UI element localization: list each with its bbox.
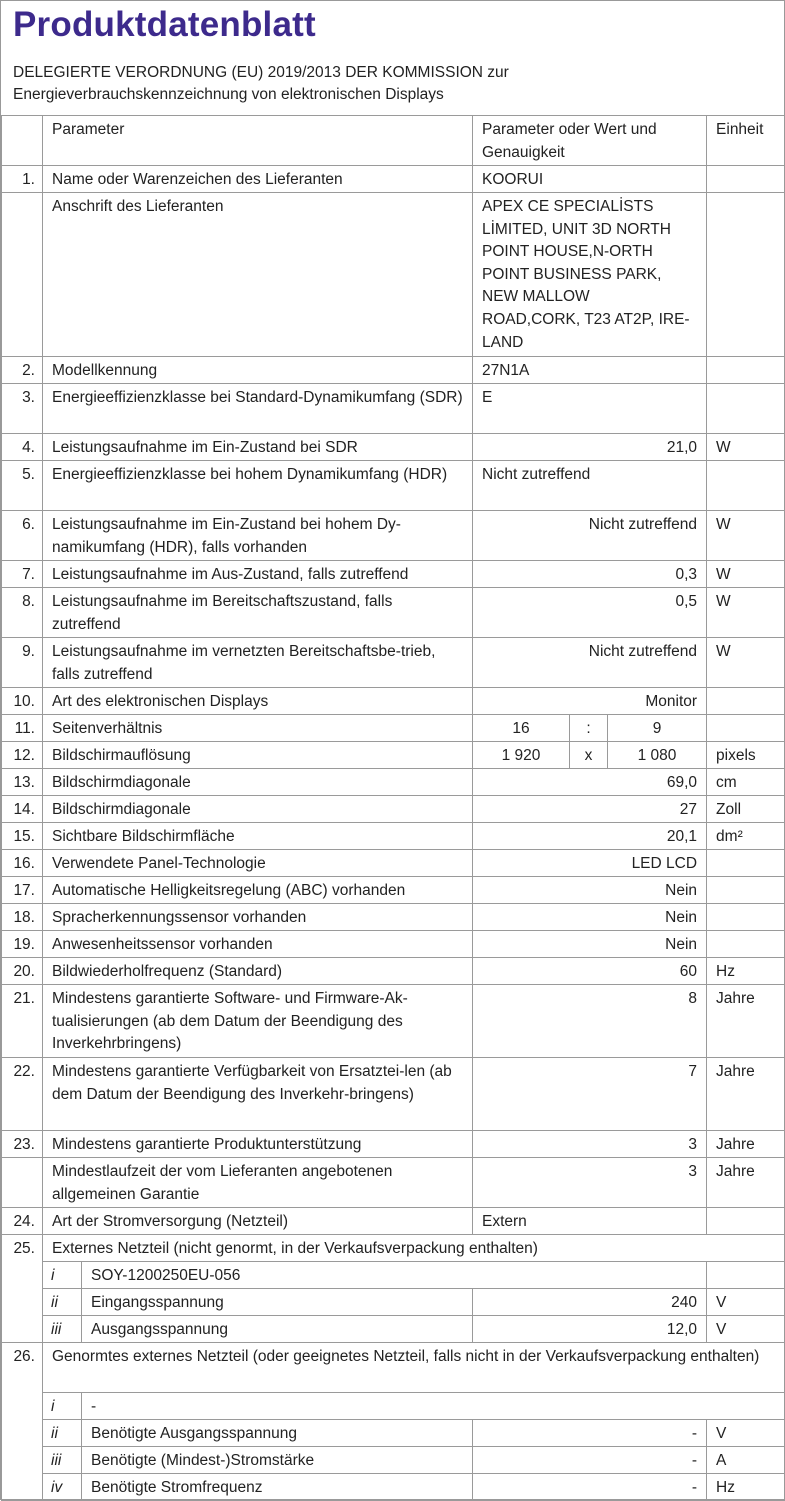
aspect-height-value: 9 bbox=[608, 715, 707, 742]
subrow-index: i bbox=[43, 1393, 82, 1420]
row-unit: W bbox=[707, 588, 785, 638]
row-number: 20. bbox=[2, 958, 43, 985]
subrow-value: - bbox=[473, 1474, 707, 1501]
row-unit: A bbox=[707, 1447, 785, 1474]
row-value: Nein bbox=[473, 931, 707, 958]
row-number bbox=[2, 1393, 43, 1420]
row-number: 18. bbox=[2, 904, 43, 931]
row-value: 69,0 bbox=[473, 769, 707, 796]
row-number: 14. bbox=[2, 796, 43, 823]
table-subrow bbox=[2, 1420, 785, 1447]
row-value: 8 bbox=[473, 985, 707, 1058]
header-parameter: Parameter bbox=[43, 116, 473, 166]
row-unit bbox=[707, 1262, 785, 1289]
row-unit: pixels bbox=[707, 742, 785, 769]
row-unit: V bbox=[707, 1289, 785, 1316]
subrow-label: Ausgangsspannung bbox=[82, 1316, 473, 1343]
subrow-index: i bbox=[43, 1262, 82, 1289]
row-number: 4. bbox=[2, 434, 43, 461]
subrow-index: iv bbox=[43, 1474, 82, 1501]
subrow-label: Eingangsspannung bbox=[82, 1289, 473, 1316]
table-subrow bbox=[2, 1289, 785, 1316]
row-label: Spracherkennungssensor vorhanden bbox=[43, 904, 473, 931]
row-unit: W bbox=[707, 561, 785, 588]
subrow-value: - bbox=[473, 1447, 707, 1474]
table-row bbox=[2, 461, 785, 511]
row-value: 21,0 bbox=[473, 434, 707, 461]
table-row bbox=[2, 1343, 785, 1393]
row-unit: Jahre bbox=[707, 1058, 785, 1131]
table-row bbox=[2, 1158, 785, 1208]
table-subrow bbox=[2, 1474, 785, 1501]
row-value: 7 bbox=[473, 1058, 707, 1131]
subrow-label: SOY-1200250EU-056 bbox=[82, 1262, 707, 1289]
row-unit bbox=[707, 357, 785, 384]
row-number bbox=[2, 193, 43, 357]
row-number: 15. bbox=[2, 823, 43, 850]
row-unit: V bbox=[707, 1420, 785, 1447]
row-number bbox=[2, 1316, 43, 1343]
row-label: Bildwiederholfrequenz (Standard) bbox=[43, 958, 473, 985]
row-unit: W bbox=[707, 638, 785, 688]
row-value: Nicht zutreffend bbox=[473, 461, 707, 511]
row-label: Bildschirmauflösung bbox=[43, 742, 473, 769]
row-number: 2. bbox=[2, 357, 43, 384]
table-row bbox=[2, 588, 785, 638]
row-label: Name oder Warenzeichen des Lieferanten bbox=[43, 166, 473, 193]
table-row bbox=[2, 688, 785, 715]
table-row bbox=[2, 193, 785, 357]
row-label: Sichtbare Bildschirmfläche bbox=[43, 823, 473, 850]
subtitle-line-2: Energieverbrauchskennzeichnung von elektronischen Displays bbox=[13, 84, 509, 106]
row-unit bbox=[707, 877, 785, 904]
row-label: Externes Netzteil (nicht genormt, in der Verkaufsverpackung enthalten) bbox=[43, 1235, 785, 1262]
table-row bbox=[2, 511, 785, 561]
row-number: 25. bbox=[2, 1235, 43, 1262]
row-unit: cm bbox=[707, 769, 785, 796]
row-label: Mindestlaufzeit der vom Lieferanten angebotenen allgemeinen Garantie bbox=[43, 1158, 473, 1208]
row-value: 0,5 bbox=[473, 588, 707, 638]
row-number bbox=[2, 1289, 43, 1316]
row-value: Nicht zutreffend bbox=[473, 511, 707, 561]
row-number: 10. bbox=[2, 688, 43, 715]
row-value: Nein bbox=[473, 904, 707, 931]
table-row bbox=[2, 1208, 785, 1235]
row-unit bbox=[707, 688, 785, 715]
table-row bbox=[2, 638, 785, 688]
row-number: 19. bbox=[2, 931, 43, 958]
row-label: Energieeffizienzklasse bei hohem Dynamikumfang (HDR) bbox=[43, 461, 473, 511]
row-label: Mindestens garantierte Verfügbarkeit von Ersatztei-len (ab dem Datum der Beendigung des Inverkehr-bringens) bbox=[43, 1058, 473, 1131]
table-row bbox=[2, 931, 785, 958]
row-unit bbox=[707, 850, 785, 877]
row-value: Extern bbox=[473, 1208, 707, 1235]
row-number bbox=[2, 1158, 43, 1208]
subrow-value: - bbox=[473, 1420, 707, 1447]
header-value: Parameter oder Wert und Genauigkeit bbox=[473, 116, 707, 166]
row-number: 21. bbox=[2, 985, 43, 1058]
row-number: 23. bbox=[2, 1131, 43, 1158]
row-number bbox=[2, 1447, 43, 1474]
subrow-value: 240 bbox=[473, 1289, 707, 1316]
aspect-separator: : bbox=[570, 715, 608, 742]
row-value: E bbox=[473, 384, 707, 434]
row-number bbox=[2, 1262, 43, 1289]
row-label: Leistungsaufnahme im vernetzten Bereitschaftsbe-trieb, falls zutreffend bbox=[43, 638, 473, 688]
row-label: Automatische Helligkeitsregelung (ABC) vorhanden bbox=[43, 877, 473, 904]
row-value: LED LCD bbox=[473, 850, 707, 877]
row-label: Energieeffizienzklasse bei Standard-Dynamikumfang (SDR) bbox=[43, 384, 473, 434]
table-row bbox=[2, 561, 785, 588]
aspect-width-value: 16 bbox=[473, 715, 570, 742]
row-label: Art der Stromversorgung (Netzteil) bbox=[43, 1208, 473, 1235]
row-unit: Zoll bbox=[707, 796, 785, 823]
row-unit: Jahre bbox=[707, 985, 785, 1058]
row-unit: W bbox=[707, 511, 785, 561]
table-row bbox=[2, 1131, 785, 1158]
table-row bbox=[2, 357, 785, 384]
subrow-index: iii bbox=[43, 1316, 82, 1343]
regulation-subtitle bbox=[13, 62, 509, 106]
table-row bbox=[2, 823, 785, 850]
row-number: 3. bbox=[2, 384, 43, 434]
row-number: 16. bbox=[2, 850, 43, 877]
row-number: 8. bbox=[2, 588, 43, 638]
row-value: 0,3 bbox=[473, 561, 707, 588]
row-unit: Jahre bbox=[707, 1158, 785, 1208]
row-label: Anschrift des Lieferanten bbox=[43, 193, 473, 357]
row-value: 60 bbox=[473, 958, 707, 985]
row-unit bbox=[707, 193, 785, 357]
row-value: 27N1A bbox=[473, 357, 707, 384]
row-label: Leistungsaufnahme im Aus-Zustand, falls zutreffend bbox=[43, 561, 473, 588]
row-unit bbox=[707, 1208, 785, 1235]
row-value: 20,1 bbox=[473, 823, 707, 850]
subrow-index: ii bbox=[43, 1420, 82, 1447]
row-value: Nicht zutreffend bbox=[473, 638, 707, 688]
subrow-label: Benötigte Ausgangsspannung bbox=[82, 1420, 473, 1447]
row-unit bbox=[707, 931, 785, 958]
row-label: Leistungsaufnahme im Ein-Zustand bei SDR bbox=[43, 434, 473, 461]
row-label: Bildschirmdiagonale bbox=[43, 769, 473, 796]
table-row bbox=[2, 742, 785, 769]
row-label: Mindestens garantierte Software- und Firmware-Ak-tualisierungen (ab dem Datum der Beendigung des Inverkehrbringens) bbox=[43, 985, 473, 1058]
row-number: 24. bbox=[2, 1208, 43, 1235]
row-label: Modellkennung bbox=[43, 357, 473, 384]
row-unit: Jahre bbox=[707, 1131, 785, 1158]
row-unit bbox=[707, 461, 785, 511]
row-unit bbox=[707, 715, 785, 742]
table-row bbox=[2, 904, 785, 931]
table-row bbox=[2, 384, 785, 434]
row-number: 6. bbox=[2, 511, 43, 561]
table-row bbox=[2, 166, 785, 193]
row-label: Anwesenheitssensor vorhanden bbox=[43, 931, 473, 958]
row-label: Art des elektronischen Displays bbox=[43, 688, 473, 715]
row-value: APEX CE SPECIALİSTS LİMITED, UNIT 3D NORTH POINT HOUSE,N-ORTH POINT BUSINESS PARK, NEW MALLOW ROAD,CORK, T23 AT2P, IRE-LAND bbox=[473, 193, 707, 357]
resolution-width-value: 1 920 bbox=[473, 742, 570, 769]
row-number bbox=[2, 1420, 43, 1447]
resolution-height-value: 1 080 bbox=[608, 742, 707, 769]
row-unit bbox=[707, 166, 785, 193]
row-value: Nein bbox=[473, 877, 707, 904]
row-number bbox=[2, 1474, 43, 1501]
row-label: Verwendete Panel-Technologie bbox=[43, 850, 473, 877]
row-label: Leistungsaufnahme im Ein-Zustand bei hohem Dy-namikumfang (HDR), falls vorhanden bbox=[43, 511, 473, 561]
table-row bbox=[2, 715, 785, 742]
row-unit: dm² bbox=[707, 823, 785, 850]
subrow-label: Benötigte Stromfrequenz bbox=[82, 1474, 473, 1501]
table-row bbox=[2, 877, 785, 904]
row-label: Genormtes externes Netzteil (oder geeignetes Netzteil, falls nicht in der Verkaufsverpackung enthalten) bbox=[43, 1343, 785, 1393]
table-header-row bbox=[2, 116, 785, 166]
row-value: 3 bbox=[473, 1131, 707, 1158]
subrow-index: iii bbox=[43, 1447, 82, 1474]
row-unit: Hz bbox=[707, 958, 785, 985]
subrow-value: 12,0 bbox=[473, 1316, 707, 1343]
row-label: Seitenverhältnis bbox=[43, 715, 473, 742]
row-number: 1. bbox=[2, 166, 43, 193]
data-table bbox=[1, 115, 785, 1501]
table-subrow bbox=[2, 1393, 785, 1420]
row-value: Monitor bbox=[473, 688, 707, 715]
row-unit: Hz bbox=[707, 1474, 785, 1501]
row-value: KOORUI bbox=[473, 166, 707, 193]
row-number: 13. bbox=[2, 769, 43, 796]
row-value: 3 bbox=[473, 1158, 707, 1208]
row-unit: V bbox=[707, 1316, 785, 1343]
table-row bbox=[2, 850, 785, 877]
row-number: 26. bbox=[2, 1343, 43, 1393]
row-value: 27 bbox=[473, 796, 707, 823]
subtitle-line-1: DELEGIERTE VERORDNUNG (EU) 2019/2013 DER KOMMISSION zur bbox=[13, 62, 509, 84]
table-row bbox=[2, 985, 785, 1058]
row-number: 7. bbox=[2, 561, 43, 588]
row-unit bbox=[707, 384, 785, 434]
row-number: 17. bbox=[2, 877, 43, 904]
table-row bbox=[2, 1058, 785, 1131]
subrow-index: ii bbox=[43, 1289, 82, 1316]
row-number: 12. bbox=[2, 742, 43, 769]
table-row bbox=[2, 434, 785, 461]
header-unit: Einheit bbox=[707, 116, 785, 166]
row-number: 5. bbox=[2, 461, 43, 511]
row-unit: W bbox=[707, 434, 785, 461]
resolution-separator: x bbox=[570, 742, 608, 769]
table-row bbox=[2, 1235, 785, 1262]
subrow-label: - bbox=[82, 1393, 785, 1420]
table-row bbox=[2, 958, 785, 985]
row-label: Leistungsaufnahme im Bereitschaftszustand, falls zutreffend bbox=[43, 588, 473, 638]
subrow-label: Benötigte (Mindest-)Stromstärke bbox=[82, 1447, 473, 1474]
table-subrow bbox=[2, 1447, 785, 1474]
page-title: Produktdatenblatt bbox=[13, 5, 316, 45]
table-row bbox=[2, 796, 785, 823]
row-number: 11. bbox=[2, 715, 43, 742]
row-number: 9. bbox=[2, 638, 43, 688]
row-label: Bildschirmdiagonale bbox=[43, 796, 473, 823]
row-number: 22. bbox=[2, 1058, 43, 1131]
table-subrow bbox=[2, 1262, 785, 1289]
row-unit bbox=[707, 904, 785, 931]
row-label: Mindestens garantierte Produktunterstützung bbox=[43, 1131, 473, 1158]
header-num bbox=[2, 116, 43, 166]
table-subrow bbox=[2, 1316, 785, 1343]
table-row bbox=[2, 769, 785, 796]
